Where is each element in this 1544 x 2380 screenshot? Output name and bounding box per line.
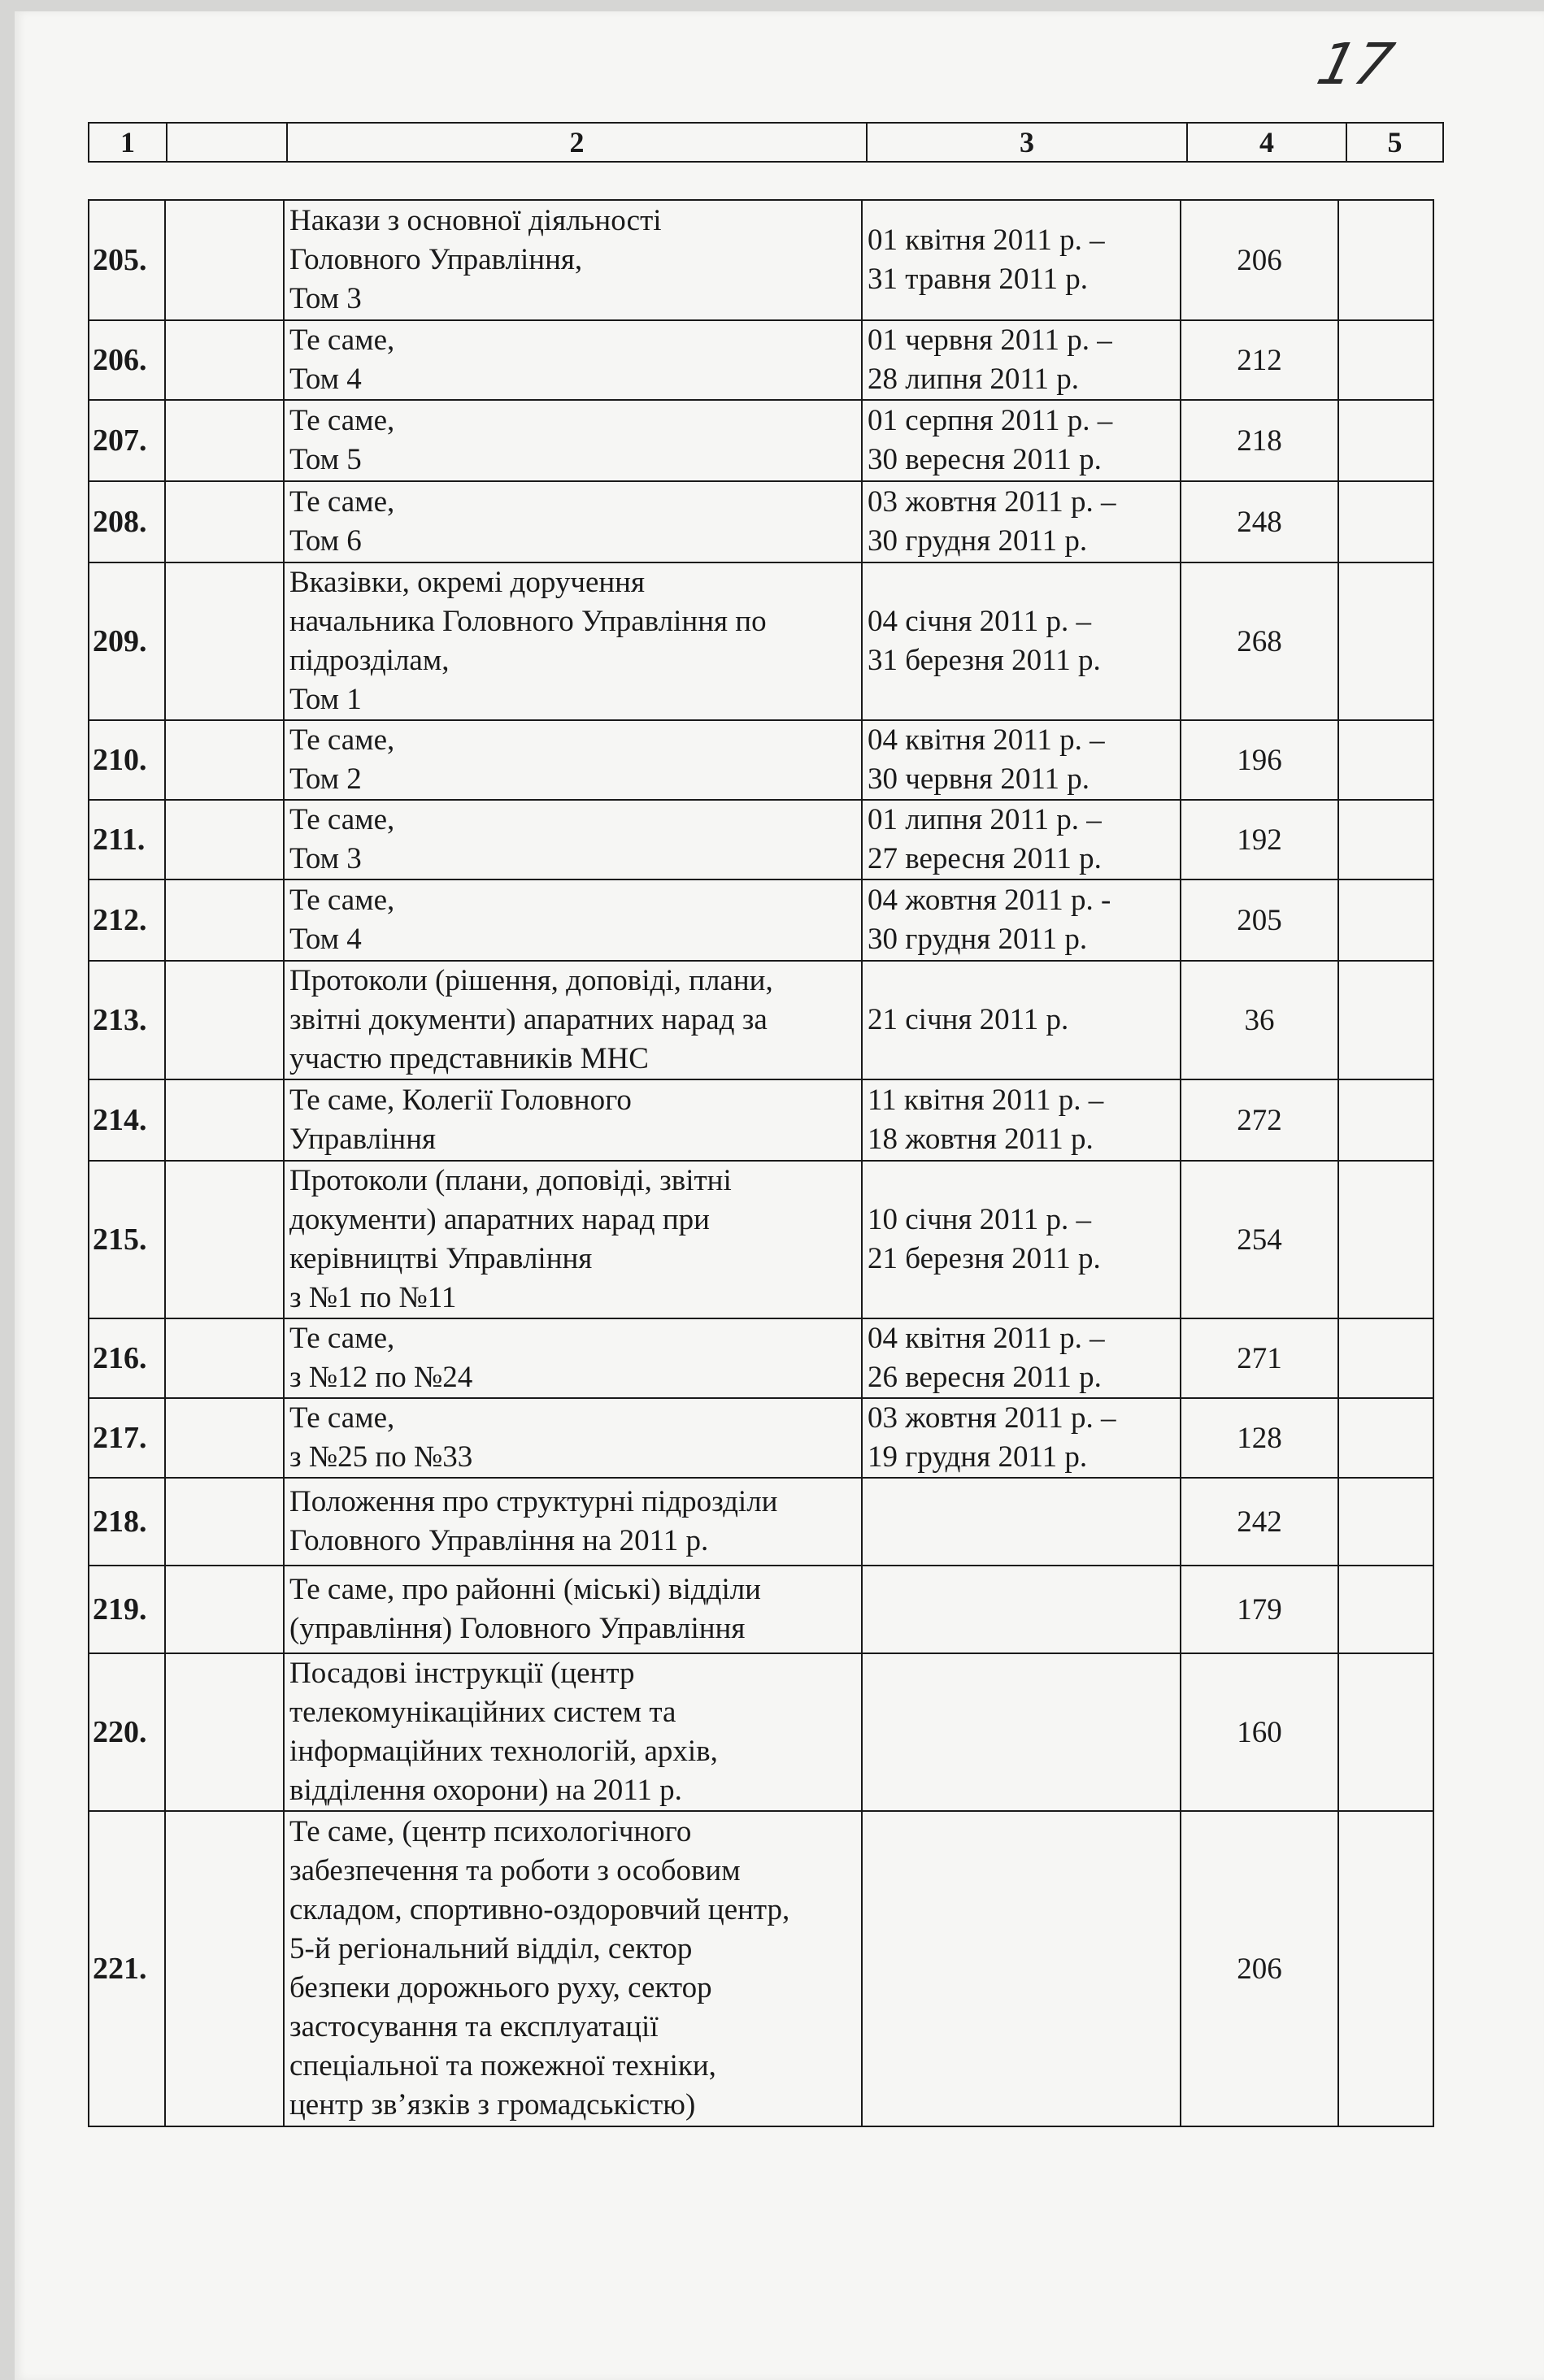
record-dates [862, 320, 1181, 400]
record-number: 214. [89, 1079, 165, 1161]
record-index-cell [165, 961, 284, 1079]
table-row [89, 961, 1433, 1079]
record-title [284, 1653, 862, 1811]
record-title-line: Том 3 [289, 282, 362, 315]
record-number: 205. [89, 200, 165, 320]
record-dates [862, 879, 1181, 961]
record-date-line: 19 грудня 2011 р. [868, 1440, 1088, 1474]
record-title [284, 720, 862, 800]
record-number: 206. [89, 320, 165, 400]
record-title-line: Положення про структурні підрозділи [289, 1485, 778, 1518]
record-date-line: 03 жовтня 2011 р. – [868, 1401, 1116, 1435]
record-dates [862, 1811, 1181, 2126]
record-date-line: 30 вересня 2011 р. [868, 443, 1102, 476]
record-dates [862, 720, 1181, 800]
record-date-line: 03 жовтня 2011 р. – [868, 485, 1116, 519]
record-title-line: з №12 по №24 [289, 1361, 473, 1394]
record-date-line: 30 грудня 2011 р. [868, 923, 1088, 956]
table-row [89, 481, 1433, 562]
record-index-cell [165, 1161, 284, 1318]
record-title-line: Том 6 [289, 524, 362, 558]
record-index-cell [165, 1478, 284, 1566]
record-date-line: 30 червня 2011 р. [868, 762, 1089, 796]
record-title [284, 879, 862, 961]
record-date-line: 01 квітня 2011 р. – [868, 224, 1105, 257]
header-col-1b [167, 123, 287, 162]
table-row [89, 1653, 1433, 1811]
record-sheet-count: 128 [1181, 1398, 1338, 1478]
record-note [1338, 1811, 1433, 2126]
header-col-4: 4 [1187, 123, 1346, 162]
record-title-line: Посадові інструкції (центр [289, 1657, 635, 1690]
record-index-cell [165, 720, 284, 800]
record-title [284, 1811, 862, 2126]
record-title-line: застосування та експлуатації [289, 2010, 659, 2043]
record-dates [862, 1161, 1181, 1318]
table-row [89, 562, 1433, 720]
record-number: 218. [89, 1478, 165, 1566]
record-dates [862, 481, 1181, 562]
record-title-line: Те саме, [289, 485, 395, 519]
record-date-line: 26 вересня 2011 р. [868, 1361, 1102, 1394]
record-sheet-count: 254 [1181, 1161, 1338, 1318]
header-col-5: 5 [1346, 123, 1443, 162]
record-index-cell [165, 800, 284, 879]
record-title-line: відділення охорони) на 2011 р. [289, 1774, 682, 1807]
record-title [284, 1478, 862, 1566]
record-note [1338, 1566, 1433, 1653]
record-index-cell [165, 879, 284, 961]
record-note [1338, 562, 1433, 720]
record-title-line: Том 2 [289, 762, 362, 796]
record-number: 211. [89, 800, 165, 879]
record-note [1338, 1079, 1433, 1161]
record-title-line: забезпечення та роботи з особовим [289, 1854, 741, 1887]
record-number: 213. [89, 961, 165, 1079]
record-sheet-count: 192 [1181, 800, 1338, 879]
record-date-line: 27 вересня 2011 р. [868, 842, 1102, 875]
table-row [89, 400, 1433, 481]
record-title-line: Том 4 [289, 363, 362, 396]
record-index-cell [165, 562, 284, 720]
record-note [1338, 1318, 1433, 1398]
record-number: 212. [89, 879, 165, 961]
record-title-line: Головного Управління на 2011 р. [289, 1524, 709, 1557]
record-title-line: складом, спортивно-оздоровчий центр, [289, 1893, 790, 1926]
record-title-line: звітні документи) апаратних нарад за [289, 1003, 768, 1036]
record-dates [862, 200, 1181, 320]
record-sheet-count: 206 [1181, 1811, 1338, 2126]
column-header-table [88, 122, 1444, 163]
record-sheet-count: 179 [1181, 1566, 1338, 1653]
record-dates [862, 1079, 1181, 1161]
record-sheet-count: 212 [1181, 320, 1338, 400]
record-title-line: Те саме, (центр психологічного [289, 1815, 692, 1848]
table-row [89, 200, 1433, 320]
record-note [1338, 200, 1433, 320]
record-title-line: Те саме, [289, 884, 395, 917]
record-title-line: Те саме, [289, 723, 395, 757]
table-row [89, 1811, 1433, 2126]
record-note [1338, 481, 1433, 562]
header-col-2: 2 [287, 123, 867, 162]
record-sheet-count: 218 [1181, 400, 1338, 481]
record-note [1338, 1653, 1433, 1811]
record-title-line: Те саме, [289, 404, 395, 437]
record-title-line: (управління) Головного Управління [289, 1612, 746, 1645]
record-index-cell [165, 1566, 284, 1653]
record-date-line: 11 квітня 2011 р. – [868, 1084, 1104, 1117]
record-note [1338, 320, 1433, 400]
records-table [88, 199, 1434, 2127]
record-title [284, 200, 862, 320]
record-title [284, 481, 862, 562]
column-header-row [89, 123, 1443, 162]
record-number: 220. [89, 1653, 165, 1811]
record-sheet-count: 271 [1181, 1318, 1338, 1398]
record-date-line: 30 грудня 2011 р. [868, 524, 1088, 558]
record-title [284, 1318, 862, 1398]
record-title-line: Те саме, [289, 324, 395, 357]
record-note [1338, 800, 1433, 879]
record-title-line: центр зв’язків з громадськістю) [289, 2088, 696, 2122]
record-title-line: участю представників МНС [289, 1042, 649, 1075]
record-index-cell [165, 200, 284, 320]
table-row [89, 800, 1433, 879]
record-title-line: Том 5 [289, 443, 362, 476]
record-title-line: 5-й регіональний відділ, сектор [289, 1932, 693, 1965]
record-date-line: 01 липня 2011 р. – [868, 803, 1102, 836]
table-row [89, 1398, 1433, 1478]
record-dates [862, 1398, 1181, 1478]
record-dates [862, 1318, 1181, 1398]
record-note [1338, 1398, 1433, 1478]
record-title-line: Те саме, про районні (міські) відділи [289, 1573, 761, 1606]
record-title-line: з №1 по №11 [289, 1281, 457, 1314]
record-number: 207. [89, 400, 165, 481]
record-date-line: 10 січня 2011 р. – [868, 1203, 1092, 1236]
record-date-line: 28 липня 2011 р. [868, 363, 1080, 396]
header-col-1: 1 [89, 123, 167, 162]
record-sheet-count: 160 [1181, 1653, 1338, 1811]
record-title-line: керівництві Управління [289, 1242, 593, 1275]
record-number: 216. [89, 1318, 165, 1398]
record-index-cell [165, 1079, 284, 1161]
record-date-line: 01 серпня 2011 р. – [868, 404, 1113, 437]
record-title [284, 1079, 862, 1161]
record-sheet-count: 268 [1181, 562, 1338, 720]
record-index-cell [165, 400, 284, 481]
record-title [284, 1398, 862, 1478]
record-dates [862, 1478, 1181, 1566]
record-title-line: Том 1 [289, 683, 362, 716]
record-index-cell [165, 320, 284, 400]
record-number: 217. [89, 1398, 165, 1478]
record-date-line: 31 березня 2011 р. [868, 644, 1101, 677]
handwritten-page-number: 17 [1311, 31, 1400, 98]
record-title-line: Том 3 [289, 842, 362, 875]
record-dates [862, 1653, 1181, 1811]
record-title-line: Те саме, [289, 1322, 395, 1355]
record-note [1338, 400, 1433, 481]
record-title [284, 1161, 862, 1318]
record-date-line: 04 квітня 2011 р. – [868, 1322, 1105, 1355]
record-date-line: 01 червня 2011 р. – [868, 324, 1112, 357]
record-number: 209. [89, 562, 165, 720]
record-number: 221. [89, 1811, 165, 2126]
record-title-line: телекомунікаційних систем та [289, 1696, 676, 1729]
record-note [1338, 1478, 1433, 1566]
record-note [1338, 1161, 1433, 1318]
record-title [284, 400, 862, 481]
record-date-line: 18 жовтня 2011 р. [868, 1123, 1094, 1156]
record-title-line: Те саме, [289, 1401, 395, 1435]
record-dates [862, 562, 1181, 720]
record-dates [862, 1566, 1181, 1653]
table-row [89, 1161, 1433, 1318]
record-title-line: Вказівки, окремі доручення [289, 566, 645, 599]
record-index-cell [165, 1653, 284, 1811]
table-row [89, 1079, 1433, 1161]
record-sheet-count: 36 [1181, 961, 1338, 1079]
table-row [89, 1318, 1433, 1398]
record-number: 210. [89, 720, 165, 800]
record-title [284, 562, 862, 720]
record-title-line: з №25 по №33 [289, 1440, 473, 1474]
record-dates [862, 800, 1181, 879]
table-row [89, 720, 1433, 800]
record-index-cell [165, 1811, 284, 2126]
record-number: 215. [89, 1161, 165, 1318]
record-date-line: 04 жовтня 2011 р. - [868, 884, 1111, 917]
record-title [284, 800, 862, 879]
record-title [284, 320, 862, 400]
record-date-line: 04 квітня 2011 р. – [868, 723, 1105, 757]
record-note [1338, 961, 1433, 1079]
records-table-body [89, 200, 1433, 2126]
record-dates [862, 400, 1181, 481]
table-row [89, 1566, 1433, 1653]
record-note [1338, 879, 1433, 961]
record-title [284, 1566, 862, 1653]
table-row [89, 879, 1433, 961]
record-index-cell [165, 481, 284, 562]
record-title-line: Протоколи (плани, доповіді, звітні [289, 1164, 732, 1197]
record-sheet-count: 248 [1181, 481, 1338, 562]
record-sheet-count: 205 [1181, 879, 1338, 961]
header-col-3: 3 [867, 123, 1187, 162]
record-number: 219. [89, 1566, 165, 1653]
record-title-line: Протоколи (рішення, доповіді, плани, [289, 964, 773, 997]
record-index-cell [165, 1318, 284, 1398]
record-title-line: безпеки дорожнього руху, сектор [289, 1971, 712, 2004]
record-date-line: 31 травня 2011 р. [868, 263, 1088, 296]
record-title-line: підрозділам, [289, 644, 450, 677]
record-sheet-count: 242 [1181, 1478, 1338, 1566]
record-title-line: Те саме, [289, 803, 395, 836]
record-date-line: 04 січня 2011 р. – [868, 605, 1092, 638]
record-title-line: Том 4 [289, 923, 362, 956]
record-sheet-count: 272 [1181, 1079, 1338, 1161]
record-index-cell [165, 1398, 284, 1478]
record-title-line: начальника Головного Управління по [289, 605, 767, 638]
record-title-line: документи) апаратних нарад при [289, 1203, 710, 1236]
record-sheet-count: 196 [1181, 720, 1338, 800]
record-dates [862, 961, 1181, 1079]
record-note [1338, 720, 1433, 800]
record-title-line: спеціальної та пожежної техніки, [289, 2049, 716, 2082]
record-title-line: Те саме, Колегії Головного [289, 1084, 632, 1117]
record-number: 208. [89, 481, 165, 562]
record-date-line: 21 березня 2011 р. [868, 1242, 1101, 1275]
record-title-line: Головного Управління, [289, 243, 583, 276]
table-row [89, 1478, 1433, 1566]
record-title [284, 961, 862, 1079]
record-title-line: інформаційних технологій, архів, [289, 1735, 718, 1768]
record-title-line: Управління [289, 1123, 437, 1156]
table-row [89, 320, 1433, 400]
record-title-line: Накази з основної діяльності [289, 204, 662, 237]
record-date-line: 21 січня 2011 р. [868, 1003, 1069, 1036]
record-sheet-count: 206 [1181, 200, 1338, 320]
